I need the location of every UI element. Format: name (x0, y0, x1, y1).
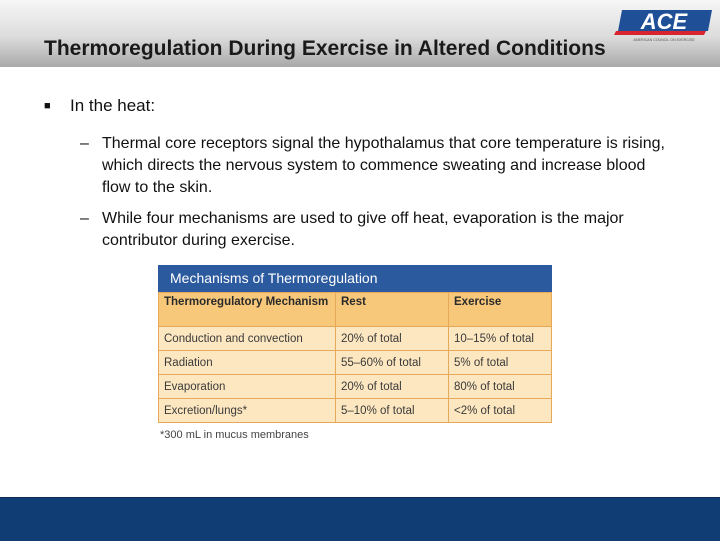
bullet-text: In the heat: (70, 96, 156, 115)
header-mechanism: Thermoregulatory Mechanism (159, 293, 336, 327)
cell-exercise: <2% of total (449, 399, 552, 423)
cell-mechanism: Radiation (159, 351, 336, 375)
subpoint-core-receptors (80, 133, 670, 199)
cell-exercise: 10–15% of total (449, 327, 552, 351)
ace-logo (612, 4, 716, 44)
table-row (159, 399, 552, 423)
cell-rest: 5–10% of total (336, 399, 449, 423)
table-header-row (159, 293, 552, 327)
table-row (159, 351, 552, 375)
subpoint-evaporation (80, 208, 670, 252)
footer-bar (0, 497, 720, 541)
logo-text: ACE (640, 9, 688, 34)
cell-rest: 55–60% of total (336, 351, 449, 375)
thermoregulation-table-figure (158, 265, 552, 441)
dash-icon: – (80, 210, 89, 227)
cell-exercise: 80% of total (449, 375, 552, 399)
cell-exercise: 5% of total (449, 351, 552, 375)
bullet-heat (44, 96, 155, 116)
table-row (159, 327, 552, 351)
table-footnote: *300 mL in mucus membranes (160, 429, 309, 441)
header-rest: Rest (336, 293, 449, 327)
dash-icon: – (80, 135, 89, 152)
cell-mechanism: Excretion/lungs* (159, 399, 336, 423)
table-row (159, 375, 552, 399)
cell-rest: 20% of total (336, 375, 449, 399)
header-exercise: Exercise (449, 293, 552, 327)
table-title: Mechanisms of Thermoregulation (158, 265, 552, 292)
cell-mechanism: Evaporation (159, 375, 336, 399)
cell-rest: 20% of total (336, 327, 449, 351)
square-bullet-icon: ■ (44, 100, 51, 112)
slide-title: Thermoregulation During Exercise in Altered Conditions (44, 37, 606, 60)
cell-mechanism: Conduction and convection (159, 327, 336, 351)
logo-tagline: AMERICAN COUNCIL ON EXERCISE (633, 38, 695, 42)
subpoint-text: While four mechanisms are used to give off heat, evaporation is the major contributor during exercise. (102, 210, 624, 249)
subpoint-text: Thermal core receptors signal the hypothalamus that core temperature is rising, which directs the nervous system to commence sweating and increase blood flow to the skin. (102, 135, 665, 196)
thermoregulation-table (158, 292, 552, 423)
